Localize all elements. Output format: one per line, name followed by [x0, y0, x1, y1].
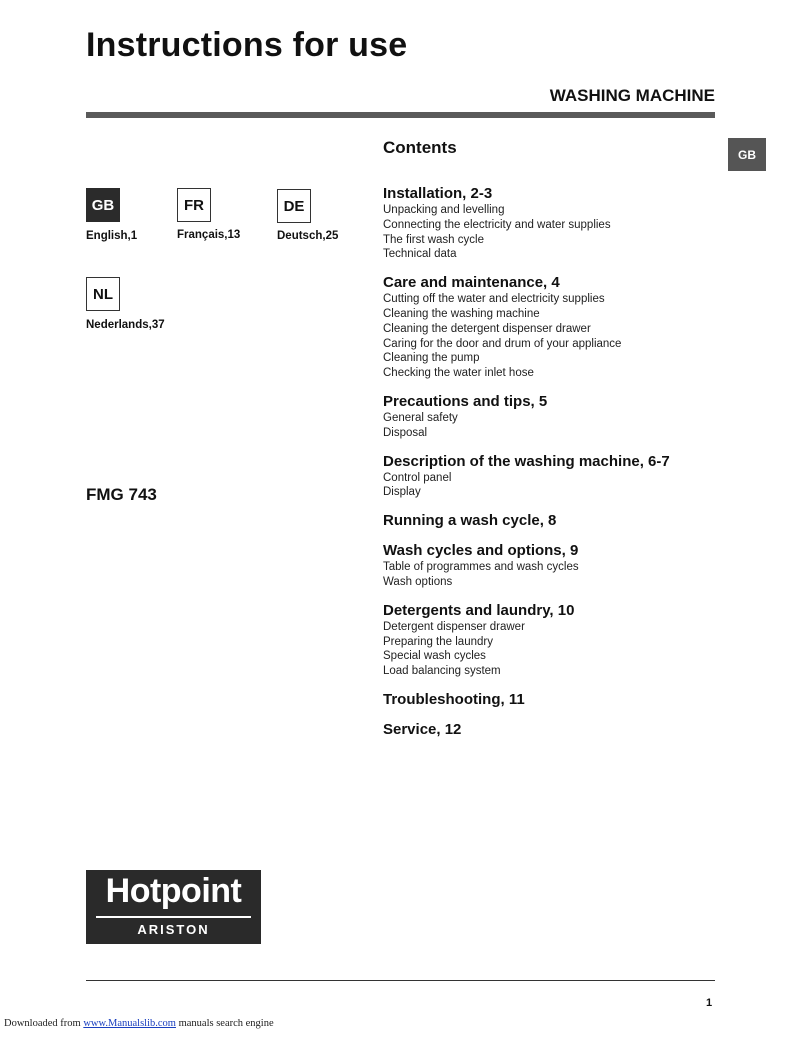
toc-item[interactable]: Special wash cycles: [383, 650, 486, 663]
header-divider: [86, 112, 715, 118]
toc-item[interactable]: Control panel: [383, 471, 452, 484]
toc-section-title[interactable]: Care and maintenance, 4: [383, 274, 560, 292]
download-footer: [4, 1018, 274, 1029]
logo-sub-text: ARISTON: [137, 922, 210, 937]
manualslib-link[interactable]: www.Manualslib.com: [83, 1018, 176, 1029]
toc-section: [383, 541, 713, 590]
language-box-gb[interactable]: GB: [86, 188, 120, 222]
toc-item[interactable]: Detergent dispenser drawer: [383, 620, 525, 633]
toc-item[interactable]: Checking the water inlet hose: [383, 367, 534, 380]
toc-item[interactable]: Table of programmes and wash cycles: [383, 561, 579, 574]
toc-item[interactable]: Unpacking and levelling: [383, 204, 505, 216]
toc-section: [383, 511, 713, 530]
model-number: FMG 743: [86, 485, 157, 504]
toc-section-title[interactable]: Running a wash cycle, 8: [383, 512, 557, 530]
language-box-de[interactable]: DE: [277, 189, 311, 223]
toc-item[interactable]: Display: [383, 486, 421, 499]
toc-item[interactable]: Disposal: [383, 426, 428, 439]
footer-prefix: Downloaded from: [4, 1018, 84, 1029]
toc-item[interactable]: Caring for the door and drum of your appliance: [383, 337, 622, 350]
toc-section-title[interactable]: Installation, 2-3: [383, 185, 493, 202]
toc-section: [383, 720, 713, 739]
toc-section-title[interactable]: Precautions and tips, 5: [383, 392, 548, 410]
language-label-fr[interactable]: Français,13: [177, 229, 241, 241]
toc-item[interactable]: Load balancing system: [383, 665, 501, 678]
toc-section: [383, 392, 713, 441]
toc-section-title[interactable]: Detergents and laundry, 10: [383, 601, 575, 619]
toc-item[interactable]: Cleaning the detergent dispenser drawer: [383, 322, 591, 335]
contents-heading: Contents: [383, 138, 457, 157]
toc-section-title[interactable]: Service, 12: [383, 720, 462, 738]
toc-section: [383, 690, 713, 709]
page-title: Instructions for use: [86, 26, 408, 64]
toc-section-title[interactable]: Description of the washing machine, 6-7: [383, 452, 670, 470]
toc-section-title[interactable]: Wash cycles and options, 9: [383, 542, 579, 560]
table-of-contents: [383, 184, 713, 750]
logo-divider: [96, 916, 251, 918]
toc-item[interactable]: Wash options: [383, 575, 453, 588]
page-number: 1: [706, 997, 713, 1009]
hotpoint-ariston-logo: [86, 870, 261, 944]
language-side-tab: GB: [728, 138, 766, 171]
toc-section-title[interactable]: Troubleshooting, 11: [383, 690, 525, 708]
logo-brand-text: Hotpoint: [105, 872, 242, 910]
toc-item[interactable]: Connecting the electricity and water supplies: [383, 218, 611, 231]
toc-item[interactable]: General safety: [383, 411, 458, 424]
toc-item[interactable]: Cleaning the washing machine: [383, 307, 540, 320]
toc-section: [383, 452, 713, 501]
footer-divider: [86, 980, 715, 981]
toc-section: [383, 601, 713, 679]
language-label-de[interactable]: Deutsch,25: [277, 230, 339, 242]
language-label-nl[interactable]: Nederlands,37: [86, 319, 165, 331]
footer-suffix: manuals search engine: [175, 1018, 274, 1029]
toc-item[interactable]: Technical data: [383, 248, 457, 261]
page-subtitle: WASHING MACHINE: [549, 86, 715, 105]
toc-item[interactable]: Cleaning the pump: [383, 352, 480, 365]
toc-item[interactable]: Cutting off the water and electricity supplies: [383, 293, 605, 306]
toc-item[interactable]: The first wash cycle: [383, 233, 484, 246]
language-box-nl[interactable]: NL: [86, 277, 120, 311]
toc-section: [383, 184, 713, 262]
toc-item[interactable]: Preparing the laundry: [383, 635, 493, 648]
language-box-fr[interactable]: FR: [177, 188, 211, 222]
language-label-gb[interactable]: English,1: [86, 230, 138, 242]
toc-section: [383, 273, 713, 381]
